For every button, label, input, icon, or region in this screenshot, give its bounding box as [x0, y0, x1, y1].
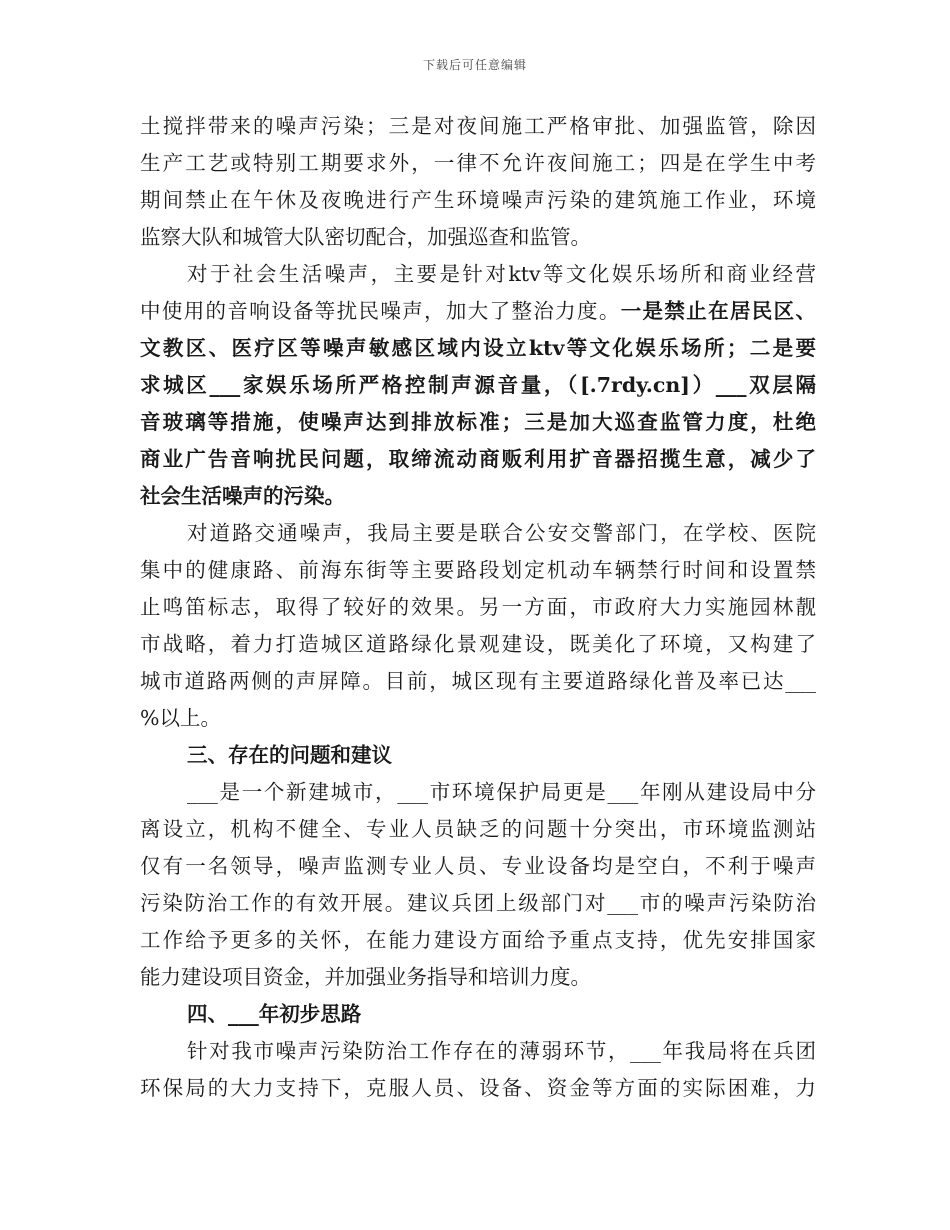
text-line: 集中的健康路、前海东街等主要路段划定机动车辆禁行时间和设置禁 [140, 558, 816, 582]
text-line: 期间禁止在午休及夜晚进行产生环境噪声污染的建筑施工作业，环境 [140, 188, 816, 212]
text-line: 止鸣笛标志，取得了较好的效果。另一方面，市政府大力实施园林靓 [140, 595, 816, 619]
mixed-text-line [140, 293, 816, 330]
paragraph-start-line: 对道路交通噪声，我局主要是联合公安交警部门，在学校、医院 [187, 521, 816, 545]
text-line: 环保局的大力支持下，克服人员、设备、资金等方面的实际困难，力 [140, 1076, 816, 1100]
text-line: 城市道路两侧的声屏障。目前，城区现有主要道路绿化普及率已达___ [140, 669, 816, 693]
bold-text-line: 求城区___家娱乐场所严格控制声源音量，（[.7rdy.cn]）___双层隔 [140, 373, 816, 397]
bold-text-line: 商业广告音响扰民问题，取缔流动商贩利用扩音器招揽生意，减少了 [140, 447, 816, 471]
bold-span: 一是禁止在居民区、 [620, 299, 816, 323]
text-line: %以上。 [140, 706, 221, 730]
text-line: 市战略，着力打造城区道路绿化景观建设，既美化了环境，又构建了 [140, 632, 816, 656]
paragraph-start-line: 对于社会生活噪声，主要是针对ktv等文化娱乐场所和商业经营 [187, 262, 816, 286]
text-line: 仅有一名领导，噪声监测专业人员、专业设备均是空白，不利于噪声 [140, 854, 816, 878]
text-line: 污染防治工作的有效开展。建议兵团上级部门对___市的噪声污染防治 [140, 891, 816, 915]
section-heading: 四、___年初步思路 [187, 1002, 362, 1026]
plain-span: 中使用的音响设备等扰民噪声，加大了整治力度。 [140, 299, 621, 323]
paragraph-start-line: ___是一个新建城市，___市环境保护局更是___年刚从建设局中分 [187, 780, 816, 804]
text-line: 离设立，机构不健全、专业人员缺乏的问题十分突出，市环境监测站 [140, 817, 816, 841]
text-line: 监察大队和城管大队密切配合，加强巡查和监管。 [140, 225, 591, 249]
section-heading: 三、存在的问题和建议 [187, 743, 392, 767]
bold-text-line: 文教区、医疗区等噪声敏感区域内设立ktv等文化娱乐场所；二是要 [140, 336, 816, 360]
bold-text-line: 社会生活噪声的污染。 [140, 484, 345, 508]
document-body [140, 108, 816, 1107]
bold-text-line: 音玻璃等措施，使噪声达到排放标准；三是加大巡查监管力度，杜绝 [140, 410, 816, 434]
page-header: 下载后可任意编辑 [422, 58, 527, 72]
paragraph-start-line: 针对我市噪声污染防治工作存在的薄弱环节，___年我局将在兵团 [187, 1039, 816, 1063]
text-line: 土搅拌带来的噪声污染；三是对夜间施工严格审批、加强监管，除因 [140, 114, 816, 138]
text-line: 生产工艺或特别工期要求外，一律不允许夜间施工；四是在学生中考 [140, 151, 816, 175]
text-line: 工作给予更多的关怀，在能力建设方面给予重点支持，优先安排国家 [140, 928, 816, 952]
text-line: 能力建设项目资金，并加强业务指导和培训力度。 [140, 965, 591, 989]
